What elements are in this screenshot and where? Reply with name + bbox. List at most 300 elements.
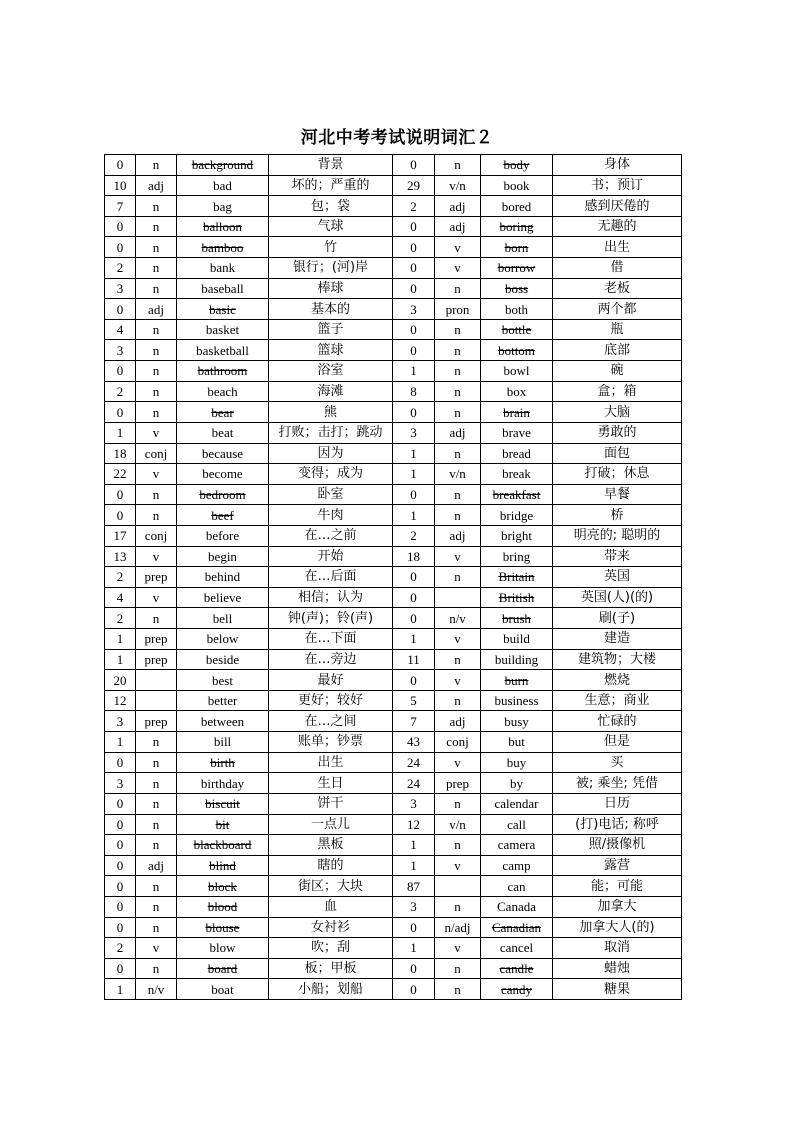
meaning-cell: 取消 — [553, 938, 682, 959]
count-cell: 0 — [393, 237, 435, 258]
word-cell: born — [481, 237, 553, 258]
pos-cell: v — [136, 546, 177, 567]
word-cell: blow — [177, 938, 269, 959]
meaning-cell: 底部 — [553, 340, 682, 361]
pos-cell: v — [435, 546, 481, 567]
table-row — [105, 361, 682, 382]
meaning-cell: 买 — [553, 752, 682, 773]
pos-cell: n/v — [435, 608, 481, 629]
word-cell: because — [177, 443, 269, 464]
meaning-cell: 建造 — [553, 629, 682, 650]
table-row — [105, 381, 682, 402]
word-cell: call — [481, 814, 553, 835]
word-cell: borrow — [481, 258, 553, 279]
count-cell: 0 — [393, 258, 435, 279]
pos-cell: v/n — [435, 464, 481, 485]
word-cell: Britain — [481, 567, 553, 588]
count-cell: 1 — [105, 979, 136, 1000]
pos-cell: n — [435, 690, 481, 711]
word-cell: bright — [481, 525, 553, 546]
pos-cell: n — [136, 896, 177, 917]
meaning-cell: 在…后面 — [269, 567, 393, 588]
pos-cell: v — [435, 237, 481, 258]
meaning-cell: 燃烧 — [553, 670, 682, 691]
word-cell: bored — [481, 196, 553, 217]
word-cell: bamboo — [177, 237, 269, 258]
count-cell: 4 — [105, 319, 136, 340]
count-cell: 8 — [393, 381, 435, 402]
count-cell: 1 — [393, 443, 435, 464]
table-row — [105, 917, 682, 938]
meaning-cell: 加拿大人(的) — [553, 917, 682, 938]
meaning-cell: 坏的；严重的 — [269, 175, 393, 196]
table-row — [105, 587, 682, 608]
meaning-cell: 基本的 — [269, 299, 393, 320]
meaning-cell: 大脑 — [553, 402, 682, 423]
word-cell: blouse — [177, 917, 269, 938]
count-cell: 2 — [105, 938, 136, 959]
pos-cell: n — [136, 155, 177, 176]
meaning-cell: 露营 — [553, 855, 682, 876]
count-cell: 1 — [105, 629, 136, 650]
pos-cell: v/n — [435, 814, 481, 835]
word-cell: better — [177, 690, 269, 711]
pos-cell: adj — [435, 711, 481, 732]
count-cell: 3 — [105, 340, 136, 361]
pos-cell: n — [136, 237, 177, 258]
count-cell: 0 — [393, 216, 435, 237]
pos-cell: n — [136, 196, 177, 217]
count-cell: 0 — [105, 484, 136, 505]
meaning-cell: 借 — [553, 258, 682, 279]
table-row — [105, 237, 682, 258]
pos-cell: n — [136, 505, 177, 526]
word-cell: break — [481, 464, 553, 485]
count-cell: 2 — [105, 381, 136, 402]
pos-cell: n — [435, 793, 481, 814]
word-cell: candle — [481, 958, 553, 979]
meaning-cell: 在…之间 — [269, 711, 393, 732]
word-cell: bridge — [481, 505, 553, 526]
word-cell: beach — [177, 381, 269, 402]
word-cell: bring — [481, 546, 553, 567]
count-cell: 2 — [105, 258, 136, 279]
word-cell: bag — [177, 196, 269, 217]
meaning-cell: 饼干 — [269, 793, 393, 814]
pos-cell: v — [435, 258, 481, 279]
count-cell: 0 — [105, 237, 136, 258]
count-cell: 0 — [393, 587, 435, 608]
meaning-cell: 钟(声)；铃(声) — [269, 608, 393, 629]
count-cell: 1 — [393, 361, 435, 382]
count-cell: 3 — [105, 711, 136, 732]
count-cell: 1 — [393, 855, 435, 876]
meaning-cell: 碗 — [553, 361, 682, 382]
count-cell: 3 — [393, 299, 435, 320]
count-cell: 0 — [393, 484, 435, 505]
pos-cell: prep — [136, 711, 177, 732]
word-cell: brush — [481, 608, 553, 629]
table-row — [105, 443, 682, 464]
count-cell: 0 — [105, 216, 136, 237]
word-cell: beat — [177, 422, 269, 443]
pos-cell: n/v — [136, 979, 177, 1000]
meaning-cell: 在…旁边 — [269, 649, 393, 670]
table-row — [105, 938, 682, 959]
count-cell: 0 — [393, 319, 435, 340]
meaning-cell: 变得；成为 — [269, 464, 393, 485]
count-cell: 0 — [105, 793, 136, 814]
meaning-cell: 吹；刮 — [269, 938, 393, 959]
meaning-cell: 打败；击打；跳动 — [269, 422, 393, 443]
count-cell: 0 — [393, 340, 435, 361]
word-cell: build — [481, 629, 553, 650]
pos-cell: n — [435, 443, 481, 464]
vocabulary-table — [104, 154, 682, 1000]
count-cell: 1 — [105, 732, 136, 753]
count-cell: 7 — [393, 711, 435, 732]
pos-cell: prep — [435, 773, 481, 794]
pos-cell: n — [136, 402, 177, 423]
pos-cell: n — [136, 793, 177, 814]
table-row — [105, 793, 682, 814]
word-cell: bottle — [481, 319, 553, 340]
word-cell: Canada — [481, 896, 553, 917]
pos-cell: n/adj — [435, 917, 481, 938]
word-cell: boat — [177, 979, 269, 1000]
meaning-cell: 生意；商业 — [553, 690, 682, 711]
meaning-cell: 桥 — [553, 505, 682, 526]
word-cell: bear — [177, 402, 269, 423]
pos-cell: n — [435, 361, 481, 382]
word-cell: balloon — [177, 216, 269, 237]
table-row — [105, 299, 682, 320]
pos-cell: n — [136, 361, 177, 382]
pos-cell: adj — [136, 299, 177, 320]
count-cell: 18 — [105, 443, 136, 464]
word-cell: blind — [177, 855, 269, 876]
meaning-cell: 瓶 — [553, 319, 682, 340]
pos-cell: n — [136, 835, 177, 856]
word-cell: Canadian — [481, 917, 553, 938]
word-cell: building — [481, 649, 553, 670]
word-cell: board — [177, 958, 269, 979]
meaning-cell: 更好；较好 — [269, 690, 393, 711]
meaning-cell: 带来 — [553, 546, 682, 567]
meaning-cell: 加拿大 — [553, 896, 682, 917]
meaning-cell: 最好 — [269, 670, 393, 691]
meaning-cell: 小船；划船 — [269, 979, 393, 1000]
pos-cell: n — [136, 732, 177, 753]
count-cell: 0 — [105, 361, 136, 382]
word-cell: blood — [177, 896, 269, 917]
meaning-cell: 糖果 — [553, 979, 682, 1000]
table-row — [105, 340, 682, 361]
pos-cell: v — [435, 855, 481, 876]
pos-cell: prep — [136, 649, 177, 670]
count-cell: 0 — [393, 155, 435, 176]
table-row — [105, 155, 682, 176]
meaning-cell: 熊 — [269, 402, 393, 423]
count-cell: 0 — [393, 958, 435, 979]
word-cell: brain — [481, 402, 553, 423]
table-row — [105, 505, 682, 526]
word-cell: basic — [177, 299, 269, 320]
pos-cell: n — [136, 258, 177, 279]
meaning-cell: 黑板 — [269, 835, 393, 856]
pos-cell: n — [435, 979, 481, 1000]
meaning-cell: 浴室 — [269, 361, 393, 382]
word-cell: by — [481, 773, 553, 794]
pos-cell: n — [136, 216, 177, 237]
pos-cell: n — [435, 567, 481, 588]
table-row — [105, 690, 682, 711]
pos-cell: adj — [435, 525, 481, 546]
word-cell: best — [177, 670, 269, 691]
word-cell: bad — [177, 175, 269, 196]
meaning-cell: 身体 — [553, 155, 682, 176]
meaning-cell: 牛肉 — [269, 505, 393, 526]
pos-cell: conj — [136, 443, 177, 464]
word-cell: box — [481, 381, 553, 402]
meaning-cell: 棒球 — [269, 278, 393, 299]
meaning-cell: 板；甲板 — [269, 958, 393, 979]
count-cell: 1 — [393, 629, 435, 650]
word-cell: bread — [481, 443, 553, 464]
pos-cell: n — [435, 896, 481, 917]
table-row — [105, 814, 682, 835]
meaning-cell: 相信；认为 — [269, 587, 393, 608]
meaning-cell: 老板 — [553, 278, 682, 299]
meaning-cell: 篮球 — [269, 340, 393, 361]
table-row — [105, 608, 682, 629]
meaning-cell: 蜡烛 — [553, 958, 682, 979]
table-row — [105, 670, 682, 691]
table-row — [105, 711, 682, 732]
table-row — [105, 732, 682, 753]
word-cell: cancel — [481, 938, 553, 959]
word-cell: business — [481, 690, 553, 711]
meaning-cell: 能；可能 — [553, 876, 682, 897]
word-cell: between — [177, 711, 269, 732]
table-row — [105, 649, 682, 670]
meaning-cell: 明亮的; 聪明的 — [553, 525, 682, 546]
count-cell: 0 — [393, 608, 435, 629]
count-cell: 0 — [105, 299, 136, 320]
pos-cell: n — [435, 319, 481, 340]
word-cell: beef — [177, 505, 269, 526]
count-cell: 22 — [105, 464, 136, 485]
count-cell: 0 — [393, 979, 435, 1000]
count-cell: 3 — [105, 773, 136, 794]
count-cell: 0 — [105, 917, 136, 938]
pos-cell: prep — [136, 567, 177, 588]
pos-cell: n — [435, 155, 481, 176]
meaning-cell: 账单；钞票 — [269, 732, 393, 753]
pos-cell: v — [435, 670, 481, 691]
count-cell: 5 — [393, 690, 435, 711]
word-cell: baseball — [177, 278, 269, 299]
count-cell: 4 — [105, 587, 136, 608]
count-cell: 0 — [393, 402, 435, 423]
count-cell: 12 — [393, 814, 435, 835]
meaning-cell: 被; 乘坐; 凭借 — [553, 773, 682, 794]
word-cell: bedroom — [177, 484, 269, 505]
word-cell: burn — [481, 670, 553, 691]
word-cell: breakfast — [481, 484, 553, 505]
pos-cell: n — [136, 958, 177, 979]
word-cell: boss — [481, 278, 553, 299]
meaning-cell: 感到厌倦的 — [553, 196, 682, 217]
count-cell: 24 — [393, 773, 435, 794]
table-row — [105, 278, 682, 299]
meaning-cell: 包；袋 — [269, 196, 393, 217]
meaning-cell: 日历 — [553, 793, 682, 814]
word-cell: basketball — [177, 340, 269, 361]
word-cell: basket — [177, 319, 269, 340]
table-row — [105, 855, 682, 876]
table-row — [105, 422, 682, 443]
meaning-cell: 勇敢的 — [553, 422, 682, 443]
word-cell: calendar — [481, 793, 553, 814]
count-cell: 3 — [105, 278, 136, 299]
table-row — [105, 525, 682, 546]
table-row — [105, 216, 682, 237]
word-cell: background — [177, 155, 269, 176]
table-row — [105, 629, 682, 650]
pos-cell: n — [136, 814, 177, 835]
count-cell: 1 — [393, 464, 435, 485]
pos-cell: v — [435, 938, 481, 959]
meaning-cell: 血 — [269, 896, 393, 917]
pos-cell — [435, 587, 481, 608]
meaning-cell: 生日 — [269, 773, 393, 794]
word-cell: birth — [177, 752, 269, 773]
pos-cell — [435, 876, 481, 897]
table-row — [105, 402, 682, 423]
word-cell: bowl — [481, 361, 553, 382]
pos-cell: n — [136, 319, 177, 340]
pos-cell: n — [435, 278, 481, 299]
count-cell: 10 — [105, 175, 136, 196]
count-cell: 1 — [393, 938, 435, 959]
meaning-cell: 竹 — [269, 237, 393, 258]
pos-cell: adj — [136, 175, 177, 196]
count-cell: 0 — [105, 835, 136, 856]
meaning-cell: 书；预订 — [553, 175, 682, 196]
word-cell: both — [481, 299, 553, 320]
word-cell: candy — [481, 979, 553, 1000]
pos-cell: v — [435, 629, 481, 650]
word-cell: believe — [177, 587, 269, 608]
count-cell: 2 — [393, 525, 435, 546]
table-row — [105, 258, 682, 279]
meaning-cell: 打破；休息 — [553, 464, 682, 485]
count-cell: 0 — [105, 752, 136, 773]
meaning-cell: 背景 — [269, 155, 393, 176]
meaning-cell: 早餐 — [553, 484, 682, 505]
meaning-cell: 两个都 — [553, 299, 682, 320]
word-cell: bottom — [481, 340, 553, 361]
word-cell: but — [481, 732, 553, 753]
meaning-cell: 英国(人)(的) — [553, 587, 682, 608]
meaning-cell: 照/摄像机 — [553, 835, 682, 856]
count-cell: 13 — [105, 546, 136, 567]
count-cell: 1 — [105, 649, 136, 670]
pos-cell: n — [136, 917, 177, 938]
pos-cell: prep — [136, 629, 177, 650]
word-cell: block — [177, 876, 269, 897]
meaning-cell: 在…下面 — [269, 629, 393, 650]
pos-cell: v — [136, 938, 177, 959]
count-cell: 1 — [393, 505, 435, 526]
meaning-cell: 街区；大块 — [269, 876, 393, 897]
count-cell: 2 — [105, 608, 136, 629]
count-cell: 3 — [393, 422, 435, 443]
table-row — [105, 979, 682, 1000]
word-cell: bank — [177, 258, 269, 279]
pos-cell: n — [136, 608, 177, 629]
word-cell: bill — [177, 732, 269, 753]
meaning-cell: 一点儿 — [269, 814, 393, 835]
count-cell: 12 — [105, 690, 136, 711]
word-cell: become — [177, 464, 269, 485]
count-cell: 1 — [105, 422, 136, 443]
pos-cell: adj — [136, 855, 177, 876]
meaning-cell: 瞎的 — [269, 855, 393, 876]
table-row — [105, 752, 682, 773]
pos-cell: n — [136, 381, 177, 402]
meaning-cell: 无趣的 — [553, 216, 682, 237]
word-cell: begin — [177, 546, 269, 567]
pos-cell: n — [136, 484, 177, 505]
count-cell: 18 — [393, 546, 435, 567]
pos-cell: n — [136, 773, 177, 794]
pos-cell: n — [435, 484, 481, 505]
count-cell: 87 — [393, 876, 435, 897]
meaning-cell: 忙碌的 — [553, 711, 682, 732]
table-row — [105, 896, 682, 917]
meaning-cell: 气球 — [269, 216, 393, 237]
word-cell: beside — [177, 649, 269, 670]
count-cell: 0 — [105, 814, 136, 835]
word-cell: British — [481, 587, 553, 608]
pos-cell: n — [435, 402, 481, 423]
word-cell: busy — [481, 711, 553, 732]
count-cell: 3 — [393, 793, 435, 814]
pos-cell: v — [136, 464, 177, 485]
word-cell: bit — [177, 814, 269, 835]
count-cell: 11 — [393, 649, 435, 670]
meaning-cell: 女衬衫 — [269, 917, 393, 938]
meaning-cell: 盒；箱 — [553, 381, 682, 402]
word-cell: brave — [481, 422, 553, 443]
meaning-cell: 银行；(河)岸 — [269, 258, 393, 279]
meaning-cell: 海滩 — [269, 381, 393, 402]
word-cell: biscuit — [177, 793, 269, 814]
word-cell: blackboard — [177, 835, 269, 856]
pos-cell: n — [435, 505, 481, 526]
word-cell: buy — [481, 752, 553, 773]
count-cell: 0 — [105, 958, 136, 979]
count-cell: 0 — [393, 670, 435, 691]
table-row — [105, 319, 682, 340]
pos-cell: n — [435, 340, 481, 361]
meaning-cell: 刷(子) — [553, 608, 682, 629]
meaning-cell: 卧室 — [269, 484, 393, 505]
pos-cell: v — [136, 587, 177, 608]
pos-cell: pron — [435, 299, 481, 320]
